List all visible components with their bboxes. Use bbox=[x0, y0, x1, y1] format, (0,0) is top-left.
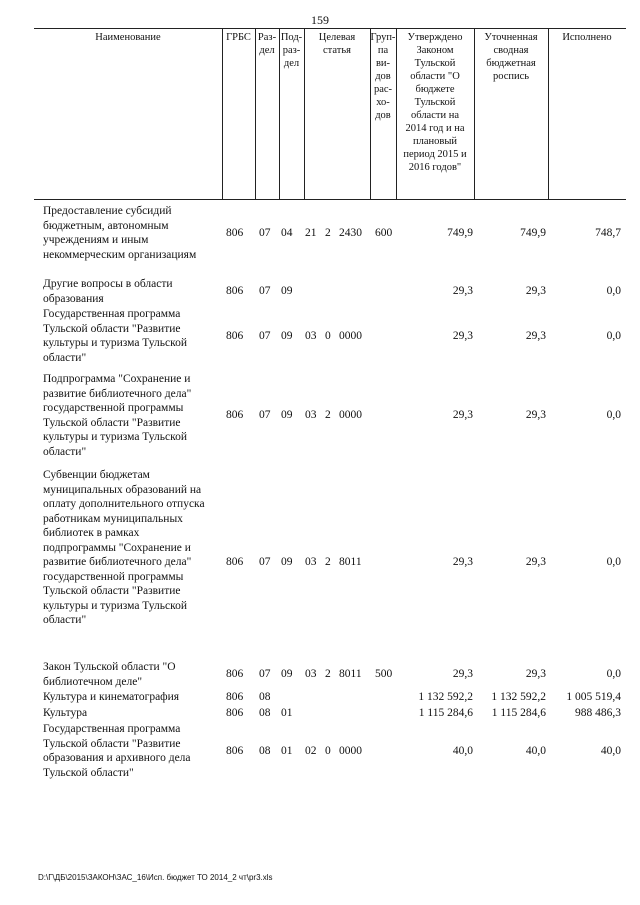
table-row bbox=[0, 307, 640, 365]
cell-rz: 08 bbox=[259, 744, 271, 757]
header-grbs-text: ГРБС bbox=[226, 32, 251, 43]
header-razdel: Раз- дел bbox=[257, 32, 277, 56]
cell-cs2: 0 bbox=[325, 744, 331, 757]
table-header bbox=[34, 28, 626, 200]
cell-cs2: 0 bbox=[325, 329, 331, 342]
cell-uto: 29,3 bbox=[525, 329, 546, 342]
cell-utv: 40,0 bbox=[452, 744, 473, 757]
cell-rz: 07 bbox=[259, 329, 271, 342]
cell-grbs: 806 bbox=[226, 329, 244, 342]
header-podrazdel: Под- раз- дел bbox=[280, 32, 303, 69]
row-name: Закон Тульской области "О библиотечном деле" bbox=[43, 661, 176, 688]
cell-cs3: 0000 bbox=[339, 329, 362, 342]
cell-uto: 29,3 bbox=[525, 409, 546, 421]
header-ispolneno: Исполнено bbox=[562, 32, 612, 43]
header-gruppa: Груп- па ви- дов рас- хо- дов bbox=[370, 32, 396, 121]
cell-pr: 01 bbox=[281, 707, 293, 719]
cell-grbs: 806 bbox=[226, 744, 244, 757]
cell-cs1: 03 bbox=[305, 668, 317, 680]
cell-cs2: 2 bbox=[325, 668, 331, 680]
cell-cs1: 03 bbox=[305, 329, 317, 342]
cell-cs2: 2 bbox=[325, 556, 331, 568]
table-row bbox=[0, 204, 640, 263]
cell-utv: 29,3 bbox=[452, 329, 473, 342]
cell-uto: 29,3 bbox=[525, 556, 546, 568]
cell-utv: 29,3 bbox=[452, 409, 473, 421]
cell-grbs: 806 bbox=[226, 226, 244, 239]
cell-isp: 0,0 bbox=[606, 329, 621, 342]
cell-pr: 01 bbox=[281, 744, 293, 757]
row-name: Культура bbox=[43, 707, 88, 719]
page-number: 159 bbox=[311, 13, 329, 27]
cell-isp: 748,7 bbox=[595, 226, 621, 239]
row-name: Культура и кинематография bbox=[43, 691, 180, 703]
cell-rz: 08 bbox=[259, 691, 271, 703]
table-row bbox=[0, 277, 640, 307]
row-name: Предоставление субсидий бюджетным, автономным учреждениям и иным некоммерческим организациям bbox=[43, 205, 197, 261]
row-name: Другие вопросы в области образования bbox=[43, 278, 173, 305]
cell-isp: 0,0 bbox=[606, 556, 621, 568]
row-name: Субвенции бюджетам муниципальных образований на оплату дополнительного отпуска работникам муниципальных библиотек в рамках подпрограммы "Сохранение и развитие библиотечного дела" государственной программы Тульской области "Развитие культуры и туризма Тульской области" bbox=[43, 469, 205, 626]
cell-cs1: 03 bbox=[305, 409, 317, 421]
cell-cs3: 8011 bbox=[339, 668, 362, 680]
cell-grbs: 806 bbox=[226, 668, 244, 680]
cell-grbs: 806 bbox=[226, 285, 244, 297]
cell-cs1: 03 bbox=[305, 556, 317, 568]
cell-pr: 09 bbox=[281, 668, 293, 680]
table-row bbox=[0, 468, 640, 656]
cell-isp: 0,0 bbox=[606, 668, 621, 680]
cell-isp: 1 005 519,4 bbox=[566, 691, 621, 703]
cell-rz: 08 bbox=[259, 707, 271, 719]
cell-utv: 29,3 bbox=[452, 556, 473, 568]
cell-cs3: 0000 bbox=[339, 744, 362, 757]
cell-utv: 29,3 bbox=[452, 668, 473, 680]
cell-vr: 500 bbox=[375, 668, 393, 680]
cell-rz: 07 bbox=[259, 409, 271, 421]
cell-cs2: 2 bbox=[325, 409, 331, 421]
cell-cs3: 8011 bbox=[339, 556, 362, 568]
table-row bbox=[0, 706, 640, 722]
cell-utv: 1 115 284,6 bbox=[418, 707, 473, 719]
cell-uto: 749,9 bbox=[520, 226, 546, 239]
cell-pr: 09 bbox=[281, 329, 293, 342]
row-name: Государственная программа Тульской области "Развитие культуры и туризма Тульской области" bbox=[43, 308, 187, 364]
header-name-text: Наименование bbox=[95, 32, 161, 43]
header-grbs bbox=[222, 29, 255, 199]
cell-cs1: 21 bbox=[305, 226, 317, 239]
cell-rz: 07 bbox=[259, 668, 271, 680]
cell-grbs: 806 bbox=[226, 691, 244, 703]
cell-uto: 1 132 592,2 bbox=[491, 691, 546, 703]
header-utochnennaya: Уточненная сводная бюджетная роспись bbox=[484, 32, 538, 82]
cell-grbs: 806 bbox=[226, 707, 244, 719]
table-row bbox=[0, 372, 640, 460]
table-row bbox=[0, 722, 640, 780]
cell-pr: 09 bbox=[281, 409, 293, 421]
header-celevaya: Целевая статья bbox=[318, 32, 356, 56]
cell-rz: 07 bbox=[259, 226, 271, 239]
header-name bbox=[34, 29, 222, 199]
cell-rz: 07 bbox=[259, 285, 271, 297]
header-utverzhdeno: Утверждено Законом Тульской области "О бюджете Тульской области на 2014 год и на плановый период 2015 и 2016 годов" bbox=[403, 32, 467, 173]
cell-vr: 600 bbox=[375, 226, 393, 239]
cell-isp: 0,0 bbox=[606, 285, 621, 297]
cell-cs3: 0000 bbox=[339, 409, 362, 421]
cell-cs3: 2430 bbox=[339, 226, 362, 239]
cell-isp: 988 486,3 bbox=[575, 707, 621, 719]
cell-pr: 04 bbox=[281, 226, 293, 239]
cell-isp: 0,0 bbox=[606, 409, 621, 421]
cell-uto: 29,3 bbox=[525, 285, 546, 297]
table-row bbox=[0, 660, 640, 690]
cell-cs1: 02 bbox=[305, 744, 317, 757]
row-name: Государственная программа Тульской области "Развитие образования и архивного дела Тульской области" bbox=[43, 723, 191, 779]
cell-grbs: 806 bbox=[226, 409, 244, 421]
cell-rz: 07 bbox=[259, 556, 271, 568]
cell-utv: 1 132 592,2 bbox=[418, 691, 473, 703]
table-row bbox=[0, 690, 640, 706]
cell-uto: 40,0 bbox=[525, 744, 546, 757]
cell-pr: 09 bbox=[281, 285, 293, 297]
cell-utv: 749,9 bbox=[447, 226, 473, 239]
cell-uto: 1 115 284,6 bbox=[491, 707, 546, 719]
file-path-footer: D:\Г\ДБ\2015\ЗАКОН\ЗАС_16\Исп. бюджет ТО 2014_2 чт\pr3.xls bbox=[38, 873, 273, 882]
row-name: Подпрограмма "Сохранение и развитие библиотечного дела" государственной программы Тульской области "Развитие культуры и туризма Тульской области" bbox=[43, 373, 192, 458]
cell-uto: 29,3 bbox=[525, 668, 546, 680]
cell-cs2: 2 bbox=[325, 226, 331, 239]
cell-utv: 29,3 bbox=[452, 285, 473, 297]
cell-isp: 40,0 bbox=[600, 744, 621, 757]
cell-pr: 09 bbox=[281, 556, 293, 568]
cell-grbs: 806 bbox=[226, 556, 244, 568]
